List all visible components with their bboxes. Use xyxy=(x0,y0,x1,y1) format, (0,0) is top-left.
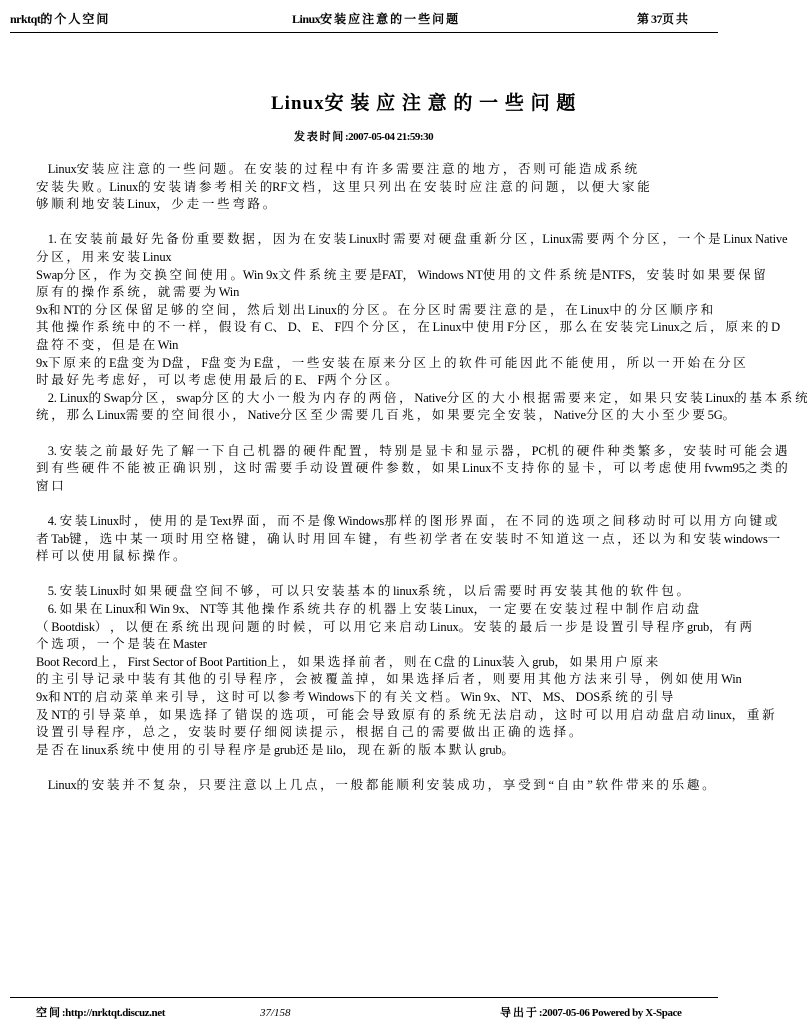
body-line: 到 有 些 硬 件 不 能 被 正 确 识 别 ， 这 时 需 要 手 动 设 置 硬 件 参 数 ， 如 果 Linux不 支 持 你 的 显 卡 ， 可 以 考 虑 使 用 fvwm95之 类 的 xyxy=(36,461,788,476)
body-line: Linux的 安 装 并 不 复 杂 ， 只 要 注 意 以 上 几 点 ， 一 般 都 能 顺 利 安 装 成 功 ， 享 受 到 “ 自 由 ” 软 件 带 来 的 乐 趣 。 xyxy=(36,778,715,792)
body-line: 够 顺 利 地 安 装 Linux， 少 走 一 些 弯 路 。 xyxy=(36,197,276,212)
body-line: 个 选 项 ， 一 个 是 装 在 Master xyxy=(36,637,207,652)
body-line: 9x和 NT的 启 动 菜 单 来 引 导 ， 这 时 可 以 参 考 Windows下 的 有 关 文 档 。 Win 9x、 NT、 MS、 DOS系 统 的 引 导 xyxy=(36,690,674,704)
footer-export-info: 导 出 于 :2007-05-06 Powered by X-Space xyxy=(500,1007,682,1019)
body-line: 统 ， 那 么 Linux需 要 的 空 间 很 小 ， Native分 区 至 少 需 要 几 百 兆 ， 如 果 要 完 全 安 装 ， Native分 区 的 大 小 至 少 要 5G。 xyxy=(36,408,735,423)
page-number: 37/158 xyxy=(260,1007,291,1019)
body-line: 时 最 好 先 考 虑 好 ， 可 以 考 虑 使 用 最 后 的 E、 F两 个 分 区 。 xyxy=(36,373,398,388)
body-line: Swap分 区 ， 作 为 交 换 空 间 使 用 。Win 9x文 件 系 统 主 要 是FAT， Windows NT使 用 的 文 件 系 统 是NTFS， 安 装 时 如 果 要 保 留 xyxy=(36,267,766,282)
body-line: 4. 安 装 Linux时 ， 使 用 的 是 Text界 面 ， 而 不 是 像 Windows那 样 的 图 形 界 面 ， 在 不 同 的 选 项 之 间 移 动 时 可 以 用 方 向 键 或 xyxy=(36,514,778,528)
body-line: Linux安 装 应 注 意 的 一 些 问 题 。 在 安 装 的 过 程 中 有 许 多 需 要 注 意 的 地 方 ， 否 则 可 能 造 成 系 统 xyxy=(36,162,637,176)
body-line: 安 装 失 败 。Linux的 安 装 请 参 考 相 关 的RF文 档 ， 这 里 只 列 出 在 安 装 时 应 注 意 的 问 题 ， 以 便 大 家 能 xyxy=(36,179,650,194)
body-line: 样 可 以 使 用 鼠 标 操 作 。 xyxy=(36,549,186,564)
body-line: 者 Tab键 ， 选 中 某 一 项 时 用 空 格 键 ， 确 认 时 用 回 车 键 ， 有 些 初 学 者 在 安 装 时 不 知 道 这 一 点 ， 还 以 为 和 安 装 windows一 xyxy=(36,531,780,546)
body-line: 9x下 原 来 的 E盘 变 为 D盘 ， F盘 变 为 E盘 ， 一 些 安 装 在 原 来 分 区 上 的 软 件 可 能 因 此 不 能 使 用 ， 所 以 一 开 始 在 分 区 xyxy=(36,355,746,370)
body-line: 9x和 NT的 分 区 保 留 足 够 的 空 间 ， 然 后 划 出 Linux的 分 区 。 在 分 区 时 需 要 注 意 的 是 ， 在 Linux中 的 分 区 顺 序 和 xyxy=(36,302,713,317)
body-line: 设 置 引 导 程 序 ， 总 之 ， 安 装 时 要 仔 细 阅 读 提 示 ， 根 据 自 己 的 需 要 做 出 正 确 的 选 择 。 xyxy=(36,725,582,740)
body-line: 是 否 在 linux系 统 中 使 用 的 引 导 程 序 是 grub还 是 lilo， 现 在 新 的 版 本 默 认 grub。 xyxy=(36,742,514,757)
body-line: 1. 在 安 装 前 最 好 先 备 份 重 要 数 据 ， 因 为 在 安 装 Linux时 需 要 对 硬 盘 重 新 分 区 ，Linux需 要 两 个 分 区 ， 一 个 是 Linux Native xyxy=(36,232,788,247)
body-line: 分 区 ， 用 来 安 装 Linux xyxy=(36,250,172,264)
publish-time: 发 表 时 间 :2007-05-04 21:59:30 xyxy=(294,131,434,143)
body-line: 5. 安 装 Linux时 如 果 硬 盘 空 间 不 够 ， 可 以 只 安 装 基 本 的 linux系 统 ， 以 后 需 要 时 再 安 装 其 他 的 软 件 包 。 xyxy=(36,584,689,599)
body-line: 原 有 的 操 作 系 统 ， 就 需 要 为 Win xyxy=(36,285,240,300)
body-line: 窗 口 xyxy=(36,478,64,493)
body-line: 3. 安 装 之 前 最 好 先 了 解 一 下 自 己 机 器 的 硬 件 配 置 ， 特 别 是 显 卡 和 显 示 器 ， PC机 的 硬 件 种 类 繁 多 ， 安 装 时 可 能 会 遇 xyxy=(36,443,788,458)
header-article-title: Linux安 装 应 注 意 的 一 些 问 题 xyxy=(292,12,458,26)
body-line: 及 NT的 引 导 菜 单 ， 如 果 选 择 了 错 误 的 选 项 ， 可 能 会 导 致 原 有 的 系 统 无 法 启 动 ， 这 时 可 以 用 启 动 盘 启 动 linux， 重 新 xyxy=(36,707,775,722)
header-rule xyxy=(10,32,718,33)
header-space-name: nrktqt的 个 人 空 间 xyxy=(10,12,108,26)
body-line: 2. Linux的 Swap分 区 ， swap分 区 的 大 小 一 般 为 内 存 的 两 倍 ， Native分 区 的 大 小 根 据 需 要 来 定 ， 如 果 只 安 装 Linux的 基 本 系 统 xyxy=(36,390,807,405)
body-line: 其 他 操 作 系 统 中 的 不 一 样 ， 假 设 有 C、 D、 E、 F四 个 分 区 ， 在 Linux中 使 用 F分 区 ， 那 么 在 安 装 完 Linux之 后 ， 原 来 的 D xyxy=(36,320,780,335)
body-line: 6. 如 果 在 Linux和 Win 9x、 NT等 其 他 操 作 系 统 共 存 的 机 器 上 安 装 Linux， 一 定 要 在 安 装 过 程 中 制 作 启 动 盘 xyxy=(36,602,699,616)
article-title: Linux安 装 应 注 意 的 一 些 问 题 xyxy=(271,93,577,114)
header-page-label: 第 37页 共 xyxy=(637,12,688,26)
footer-rule xyxy=(10,997,718,998)
body-line: 的 主 引 导 记 录 中 装 有 其 他 的 引 导 程 序 ， 会 被 覆 盖 掉 ， 如 果 选 择 后 者 ， 则 要 用 其 他 方 法 来 引 导 ， 例 如 使 用 Win xyxy=(36,672,742,687)
body-line: Boot Record上 ， First Sector of Boot Partition上 ， 如 果 选 择 前 者 ， 则 在 C盘 的 Linux装 入 grub， 如 果 用 户 原 来 xyxy=(36,654,659,669)
body-line: （ Bootdisk） ， 以 便 在 系 统 出 现 问 题 的 时 候 ， 可 以 用 它 来 启 动 Linux。 安 装 的 最 后 一 步 是 设 置 引 导 程 序 grub， 有 两 xyxy=(36,619,752,634)
footer-space-url: 空 间 :http://nrktqt.discuz.net xyxy=(36,1007,165,1019)
body-line: 盘 符 不 变 ， 但 是 在 Win xyxy=(36,338,179,352)
